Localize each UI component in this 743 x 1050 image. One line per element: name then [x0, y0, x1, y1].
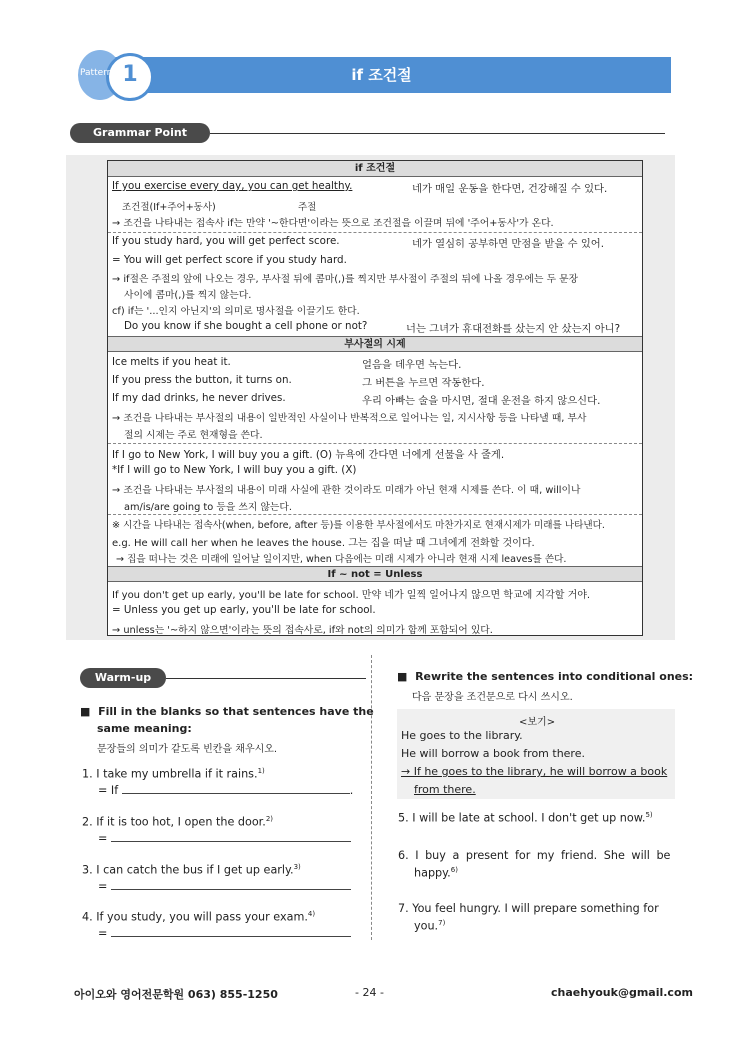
example-sentence: If you don't get up early, you'll be late for school. 만약 네가 일찍 일어나지 않으면 학교에 지각할 거야.: [112, 590, 591, 601]
question-2: 2. If it is too hot, I open the door.$^{2)}$: [82, 815, 273, 829]
instruction: ■ Fill in the blanks so that sentences have the: [80, 705, 374, 718]
example-sentence: e.g. He will call her when he leaves the house. 그는 집을 떠날 때 그녀에게 전화할 것이다.: [112, 538, 535, 549]
explanation: → if절은 주절의 앞에 나오는 경우, 부사절 뒤에 콤마(,)를 찍지만 부사절이 주절의 뒤에 나올 경우에는 두 문장: [112, 274, 579, 285]
explanation: → 조건을 나타내는 부사절의 내용이 일반적인 사실이나 반복적으로 일어나는 일, 지시사항 등을 나타낼 때, 부사: [112, 413, 587, 424]
question-5: 5. I will be late at school. I don't get up now.$^{5)}$: [398, 811, 653, 825]
note: ※ 시간을 나타내는 접속사(when, before, after 등)를 이용한 부사절에서도 마찬가지로 현재시제가 미래를 나타낸다.: [112, 520, 605, 531]
example-label: <보기>: [519, 717, 556, 728]
question-1: 1. I take my umbrella if it rains.$^{1)}$: [82, 767, 265, 781]
example-sentence: = You will get perfect score if you study hard.: [112, 254, 347, 266]
question-7-cont: you.$^{7)}$: [414, 919, 446, 933]
example-sentence: If you exercise every day, you can get healthy.: [112, 180, 353, 192]
explanation: 사이에 콤마(,)를 찍지 않는다.: [124, 290, 252, 301]
footer-email: chaehyouk@gmail.com: [551, 986, 693, 999]
instruction: same meaning:: [97, 722, 192, 735]
example-sentence: = Unless you get up early, you'll be late for school.: [112, 604, 376, 616]
example-sentence: Ice melts if you heat it.: [112, 356, 231, 368]
example-sentence: He goes to the library.: [401, 729, 523, 742]
example-answer: → If he goes to the library, he will borrow a book: [401, 765, 668, 778]
question-6: 6. I buy a present for my friend. She will be: [398, 849, 671, 862]
explanation: → 조건을 나타내는 접속사 if는 만약 '~한다면'이라는 뜻으로 조건절을 이끌며 뒤에 '주어+동사'가 온다.: [112, 218, 554, 229]
grammar-point-label: Grammar Point: [70, 123, 210, 143]
example-answer: from there.: [414, 783, 476, 796]
divider: [166, 678, 366, 679]
example-sentence: If I go to New York, I will buy you a gift. (O) 뉴욕에 간다면 너에게 선물을 사 줄게.: [112, 449, 505, 461]
page-title: if 조건절: [351, 66, 412, 84]
explanation: am/is/are going to 등을 쓰지 않는다.: [124, 502, 292, 513]
section-header: 부사절의 시제: [108, 336, 642, 352]
translation: 네가 매일 운동을 한다면, 건강해질 수 있다.: [412, 183, 608, 195]
instruction-ko: 다음 문장을 조건문으로 다시 쓰시오.: [412, 692, 573, 703]
example-sentence: If my dad drinks, he never drives.: [112, 392, 286, 404]
pattern-number: 1: [122, 62, 138, 87]
section-header: if 조건절: [108, 161, 642, 177]
footer-academy: 아이오와 영어전문학원 063) 855-1250: [74, 988, 278, 1001]
pattern-label: Pattern: [80, 68, 113, 78]
translation: 너는 그녀가 휴대전화를 샀는지 안 샀는지 아니?: [406, 323, 621, 335]
question-4: 4. If you study, you will pass your exam.$^{4)}$: [82, 910, 316, 924]
translation: 그 버튼을 누르면 작동한다.: [362, 377, 485, 389]
explanation: → 집을 떠나는 것은 미래에 일어날 일이지만, when 다음에는 미래 시제가 아니라 현재 시제 leaves를 쓴다.: [116, 554, 567, 565]
clause-label: 조건절(If+주어+동사): [122, 202, 216, 213]
column-divider: [371, 655, 372, 940]
explanation: cf) if는 '...인지 아닌지'의 의미로 명사절을 이끌기도 한다.: [112, 306, 360, 317]
example-sentence: *If I will go to New York, I will buy you a gift. (X): [112, 464, 357, 476]
example-sentence: If you study hard, you will get perfect score.: [112, 235, 340, 247]
question-7: 7. You feel hungry. I will prepare something for: [398, 902, 659, 915]
example-sentence: Do you know if she bought a cell phone or not?: [124, 320, 368, 332]
answer-line-2[interactable]: =: [98, 832, 351, 845]
translation: 얼음을 데우면 녹는다.: [362, 359, 462, 371]
divider: [210, 133, 665, 134]
warmup-label: Warm-up: [80, 668, 166, 688]
explanation: 절의 시제는 주로 현재형을 쓴다.: [124, 430, 263, 441]
clause-label: 주절: [298, 202, 317, 213]
question-6-cont: happy.$^{6)}$: [414, 866, 458, 880]
instruction-ko: 문장들의 의미가 같도록 빈칸을 채우시오.: [97, 744, 278, 755]
answer-line-4[interactable]: =: [98, 927, 351, 940]
explanation: → unless는 '~하지 않으면'이라는 뜻의 접속사로, if와 not의 의미가 함께 포함되어 있다.: [112, 625, 493, 636]
example-sentence: He will borrow a book from there.: [401, 747, 585, 760]
translation: 네가 열심히 공부하면 만점을 받을 수 있어.: [412, 238, 605, 250]
answer-line-1[interactable]: = If .: [98, 784, 354, 797]
question-3: 3. I can catch the bus if I get up early.$^{3)}$: [82, 863, 301, 877]
instruction: ■ Rewrite the sentences into conditional ones:: [397, 670, 694, 683]
translation: 우리 아빠는 술을 마시면, 절대 운전을 하지 않으신다.: [362, 395, 601, 407]
explanation: → 조건을 나타내는 부사절의 내용이 미래 사실에 관한 것이라도 미래가 아닌 현재 시제를 쓴다. 이 때, will이나: [112, 485, 581, 496]
grammar-table: [107, 160, 643, 636]
section-header: If ~ not = Unless: [108, 566, 642, 582]
example-sentence: If you press the button, it turns on.: [112, 374, 292, 386]
answer-line-3[interactable]: =: [98, 880, 351, 893]
page-number: - 24 -: [355, 986, 384, 999]
